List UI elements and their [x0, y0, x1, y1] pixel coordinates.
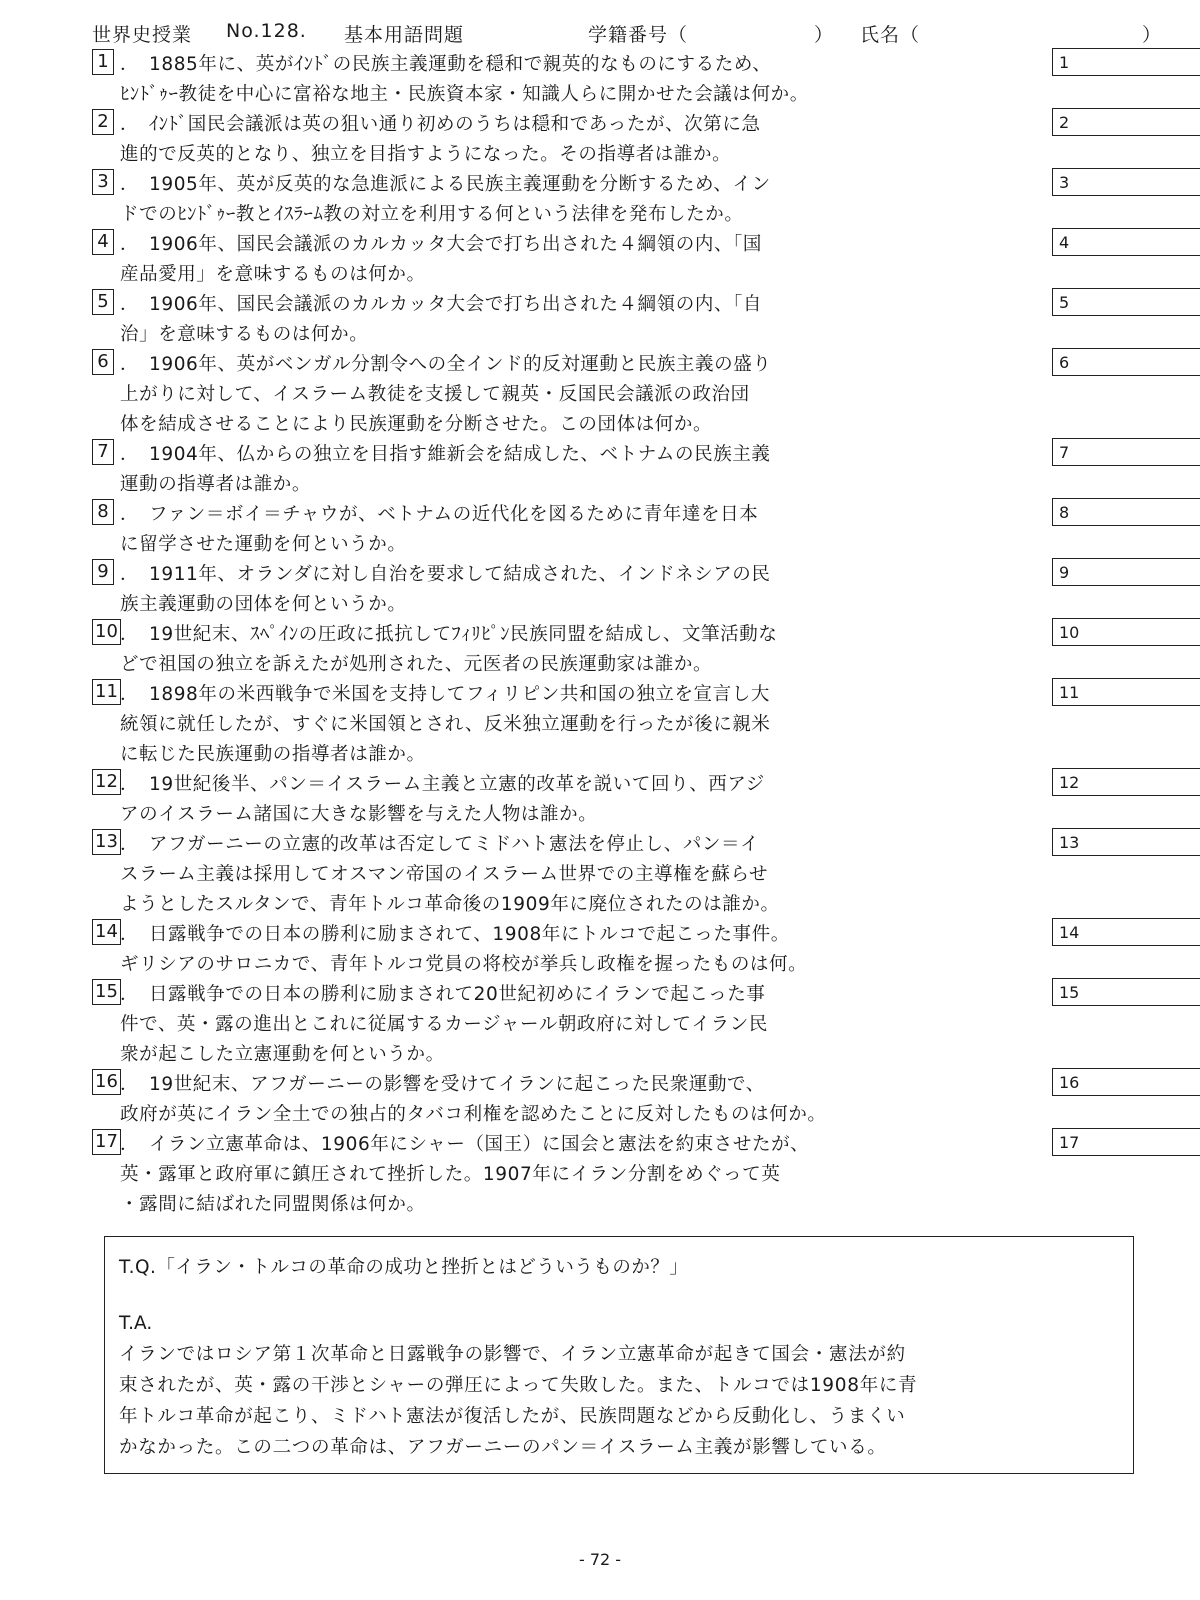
question-text	[120, 980, 1042, 1070]
question-number-box: 12	[92, 769, 121, 795]
answer-box[interactable]: 14	[1052, 918, 1200, 946]
question-text-line: どで祖国の独立を訴えたが処刑された、元医者の民族運動家は誰か。	[120, 654, 713, 675]
student-id-label: 学籍番号（	[588, 24, 689, 46]
question-text-line: ． ファン＝ボイ＝チャウが、ベトナムの近代化を図るために青年達を日本	[120, 504, 759, 525]
question-text-line: に転じた民族運動の指導者は誰か。	[120, 744, 426, 765]
answer-box[interactable]: 7	[1052, 438, 1200, 466]
question-text-line: ． 1904年、仏からの独立を目指す維新会を結成した、ベトナムの民族主義	[120, 444, 771, 465]
question-text	[120, 620, 1042, 680]
question-text-line: ． 19世紀末、ｽﾍﾟｲﾝの圧政に抵抗してﾌｨﾘﾋﾟﾝ民族同盟を結成し、文筆活動な	[120, 624, 778, 645]
answer-box[interactable]: 3	[1052, 168, 1200, 196]
question-text	[120, 170, 1042, 230]
question-text-line: アのイスラーム諸国に大きな影響を与えた人物は誰か。	[120, 804, 598, 825]
question-text-line: 治」を意味するものは何か。	[120, 324, 369, 345]
answer-box[interactable]: 13	[1052, 828, 1200, 856]
question-number-box: 1	[92, 49, 114, 75]
question-text-line: 運動の指導者は誰か。	[120, 474, 312, 495]
question-number-box: 5	[92, 289, 114, 315]
answer-box[interactable]: 15	[1052, 978, 1200, 1006]
question-text-line: 政府が英にイラン全土での独占的タバコ利権を認めたことに反対したものは何か。	[120, 1104, 827, 1125]
question-text-line: ようとしたスルタンで、青年トルコ革命後の1909年に廃位されたのは誰か。	[120, 894, 780, 915]
tq-question: T.Q.「イラン・トルコの革命の成功と挫折とはどういうものか？」	[119, 1257, 689, 1278]
question-text	[120, 560, 1042, 620]
answer-box[interactable]: 16	[1052, 1068, 1200, 1096]
answer-box[interactable]: 8	[1052, 498, 1200, 526]
question-text-line: 族主義運動の団体を何というか。	[120, 594, 407, 615]
tq-answer-line: 年トルコ革命が起こり、ミドハト憲法が復活したが、民族問題などから反動化し、うまくい	[119, 1406, 906, 1427]
question-number-box: 13	[92, 829, 121, 855]
answer-box[interactable]: 17	[1052, 1128, 1200, 1156]
question-number-box: 15	[92, 979, 121, 1005]
answer-box[interactable]: 6	[1052, 348, 1200, 376]
answer-box[interactable]: 1	[1052, 48, 1200, 76]
answer-box[interactable]: 9	[1052, 558, 1200, 586]
answer-box[interactable]: 2	[1052, 108, 1200, 136]
question-text	[120, 290, 1042, 350]
question-text	[120, 230, 1042, 290]
question-number-box: 16	[92, 1069, 121, 1095]
question-text-line: 英・露軍と政府軍に鎮圧されて挫折した。1907年にイラン分割をめぐって英	[120, 1164, 781, 1185]
worksheet-header	[92, 20, 1163, 46]
question-text-line: ． ｲﾝﾄﾞ国民会議派は英の狙い通り初めのうちは穏和であったが、次第に急	[120, 114, 761, 135]
tq-answer-line: 束されたが、英・露の干渉とシャーの弾圧によって失敗した。また、トルコでは1908年に青	[119, 1375, 918, 1396]
question-text-line: ． アフガーニーの立憲的改革は否定してミドハト憲法を停止し、パン＝イ	[120, 834, 760, 855]
question-text-line: 件で、英・露の進出とこれに従属するカージャール朝政府に対してイラン民	[120, 1014, 768, 1035]
question-text	[120, 1130, 1042, 1220]
student-id-close: ）	[814, 24, 835, 46]
subject-label: 世界史授業	[92, 24, 193, 46]
question-text-line: 進的で反英的となり、独立を目指すようになった。その指導者は誰か。	[120, 144, 732, 165]
question-text	[120, 1070, 1042, 1130]
name-close: ）	[1142, 24, 1163, 46]
tq-answer-label: T.A.	[119, 1313, 153, 1334]
question-text-line: ﾋﾝﾄﾞｩｰ教徒を中心に富裕な地主・民族資本家・知識人らに開かせた会議は何か。	[120, 84, 809, 105]
question-text	[120, 500, 1042, 560]
answer-box[interactable]: 10	[1052, 618, 1200, 646]
question-number-box: 2	[92, 109, 114, 135]
answer-box[interactable]: 12	[1052, 768, 1200, 796]
question-text-line: ． イラン立憲革命は、1906年にシャー（国王）に国会と憲法を約束させたが、	[120, 1134, 810, 1155]
question-text	[120, 350, 1042, 440]
question-number-box: 10	[92, 619, 121, 645]
question-number-box: 4	[92, 229, 114, 255]
question-number-box: 14	[92, 919, 121, 945]
question-text	[120, 920, 1042, 980]
tq-box	[104, 1236, 1134, 1474]
worksheet-number: No.128.	[226, 20, 307, 42]
question-number-box: 17	[92, 1129, 121, 1155]
question-text-line: 産品愛用」を意味するものは何か。	[120, 264, 426, 285]
question-text-line: ． 1911年、オランダに対し自治を要求して結成された、インドネシアの民	[120, 564, 771, 585]
question-number-box: 7	[92, 439, 114, 465]
question-text-line: ． 1885年に、英がｲﾝﾄﾞの民族主義運動を穏和で親英的なものにするため、	[120, 54, 772, 75]
question-text-line: に留学させた運動を何というか。	[120, 534, 407, 555]
question-text	[120, 50, 1042, 110]
worksheet-title: 基本用語問題	[344, 24, 465, 46]
question-text-line: ドでのﾋﾝﾄﾞｩｰ教とｲｽﾗｰﾑ教の対立を利用する何という法律を発布したか。	[120, 204, 744, 225]
question-text-line: ． 日露戦争での日本の勝利に励まされて20世紀初めにイランで起こった事	[120, 984, 766, 1005]
question-text-line: ． 日露戦争での日本の勝利に励まされて、1908年にトルコで起こった事件。	[120, 924, 790, 945]
answer-box[interactable]: 4	[1052, 228, 1200, 256]
question-number-box: 9	[92, 559, 114, 585]
question-text-line: ． 19世紀後半、パン＝イスラーム主義と立憲的改革を説いて回り、西アジ	[120, 774, 765, 795]
answer-box[interactable]: 11	[1052, 678, 1200, 706]
question-text-line: 統領に就任したが、すぐに米国領とされ、反米独立運動を行ったが後に親米	[120, 714, 771, 735]
question-text-line: ． 1906年、英がベンガル分割令への全インド的反対運動と民族主義の盛り	[120, 354, 772, 375]
question-number-box: 6	[92, 349, 114, 375]
page-number: - 72 -	[578, 1550, 622, 1569]
question-text-line: 衆が起こした立憲運動を何というか。	[120, 1044, 445, 1065]
question-text-line: ． 1906年、国民会議派のカルカッタ大会で打ち出された４綱領の内、「自	[120, 294, 762, 315]
question-text	[120, 440, 1042, 500]
question-text-line: ． 1906年、国民会議派のカルカッタ大会で打ち出された４綱領の内、「国	[120, 234, 762, 255]
question-text	[120, 830, 1042, 920]
question-number-box: 8	[92, 499, 114, 525]
question-text-line: ． 1905年、英が反英的な急進派による民族主義運動を分断するため、イン	[120, 174, 771, 195]
tq-answer-line: イランではロシア第１次革命と日露戦争の影響で、イラン立憲革命が起きて国会・憲法が約	[119, 1344, 906, 1365]
question-text-line: スラーム主義は採用してオスマン帝国のイスラーム世界での主導権を蘇らせ	[120, 864, 769, 885]
tq-answer-line: かなかった。この二つの革命は、アフガーニーのパン＝イスラーム主義が影響している。	[119, 1437, 887, 1458]
question-text-line: ギリシアのサロニカで、青年トルコ党員の将校が挙兵し政権を握ったものは何。	[120, 954, 808, 975]
question-text	[120, 680, 1042, 770]
question-text	[120, 770, 1042, 830]
question-text	[120, 110, 1042, 170]
question-text-line: 上がりに対して、イスラーム教徒を支援して親英・反国民会議派の政治団	[120, 384, 750, 405]
question-text-line: 体を結成させることにより民族運動を分断させた。この団体は何か。	[120, 414, 713, 435]
name-label: 氏名（	[860, 24, 921, 46]
question-text-line: ． 1898年の米西戦争で米国を支持してフィリピン共和国の独立を宣言し大	[120, 684, 770, 705]
answer-box[interactable]: 5	[1052, 288, 1200, 316]
question-number-box: 3	[92, 169, 114, 195]
question-text-line: ． 19世紀末、アフガーニーの影響を受けてイランに起こった民衆運動で、	[120, 1074, 765, 1095]
question-text-line: ・露間に結ばれた同盟関係は何か。	[120, 1194, 426, 1215]
question-number-box: 11	[92, 679, 121, 705]
